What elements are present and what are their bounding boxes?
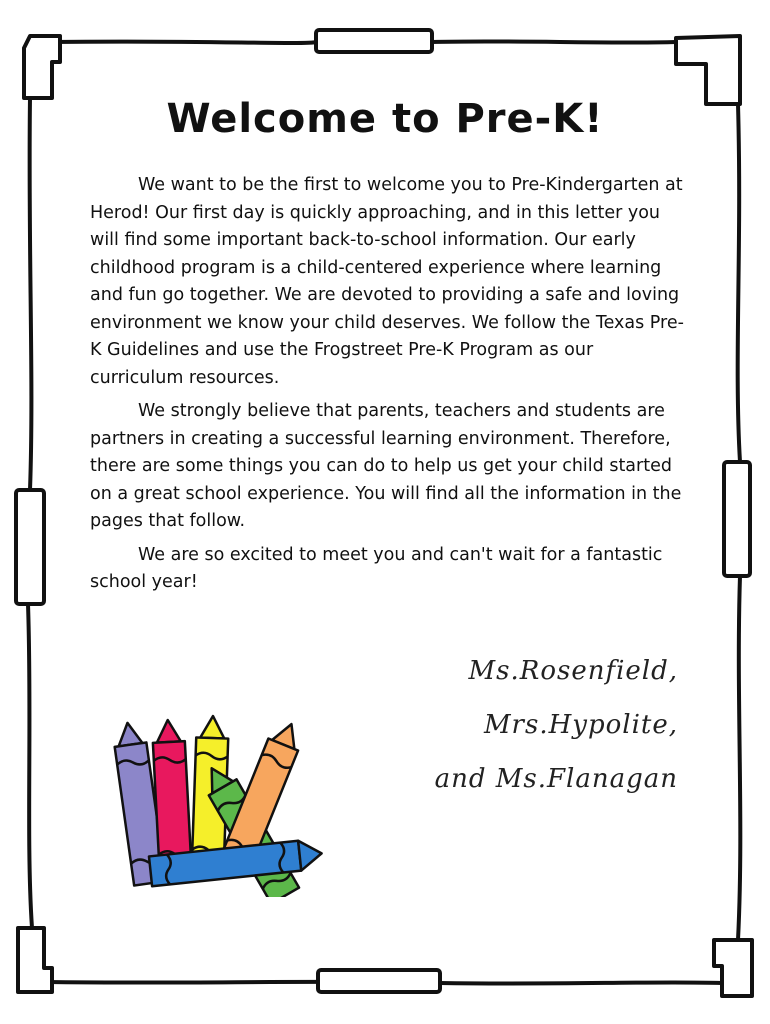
corner-top-right: [676, 36, 740, 104]
signature-line-3: and Ms.Flanagan: [434, 764, 678, 794]
tab-left-middle: [16, 490, 44, 604]
tab-right-middle: [724, 462, 750, 576]
signature-line-1: Ms.Rosenfield,: [468, 656, 678, 686]
crayons-icon: [110, 712, 330, 897]
tab-top-center: [316, 30, 432, 52]
paragraph-welcome: We want to be the first to welcome you to Pre-Kindergarten at Herod! Our first day is quickly approaching, and in this letter you will find some important back-to-school information. Our early childhood program is a child-centered experience where learning and fun go together. We are devoted to providing a safe and loving environment we know your child deserves. We follow the Texas Pre-K Guidelines and use the Frogstreet Pre-K Program as our curriculum resources.: [90, 175, 684, 388]
tab-bottom-center: [318, 970, 440, 992]
crayon-pink: [152, 719, 192, 872]
paragraph-partners: We strongly believe that parents, teachers and students are partners in creating a successful learning environment. Therefore, there are some things you can do to help us get your child started on a great school experience. You will find all the information in the pages that follow.: [90, 401, 682, 531]
corner-bottom-right: [714, 940, 752, 996]
letter-body: [90, 172, 690, 603]
paragraph-excited: We are so excited to meet you and can't wait for a fantastic school year!: [90, 544, 663, 592]
corner-top-left: [24, 36, 60, 98]
signature-block: [318, 644, 678, 806]
page-title: Welcome to Pre-K!: [166, 96, 604, 142]
corner-bottom-left: [18, 928, 52, 992]
signature-line-2: Mrs.Hypolite,: [483, 710, 678, 740]
